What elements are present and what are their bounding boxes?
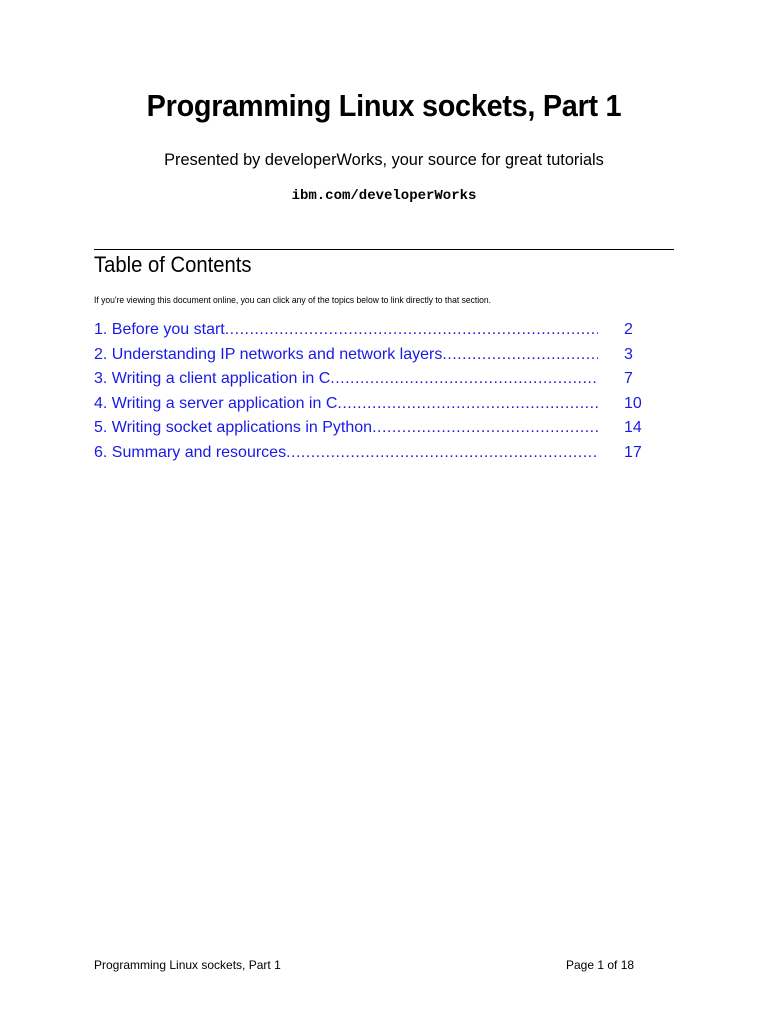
- toc-entry-label[interactable]: 4. Writing a server application in C: [94, 394, 338, 412]
- toc-entry-page[interactable]: 17: [624, 443, 642, 461]
- toc-entry-label[interactable]: 3. Writing a client application in C: [94, 370, 331, 387]
- toc-entry-label[interactable]: 6. Summary and resources: [94, 443, 287, 461]
- toc-entry-page[interactable]: 10: [624, 394, 642, 412]
- toc-dot-leader: [225, 321, 598, 339]
- toc-entry-python-socket-applications[interactable]: [94, 419, 646, 444]
- toc-entry-label[interactable]: 5. Writing socket applications in Python: [94, 419, 373, 436]
- toc-entry-before-you-start[interactable]: [94, 321, 646, 346]
- toc-list: [94, 321, 646, 468]
- toc-heading: Table of Contents: [94, 252, 252, 277]
- toc-dot-leader: [442, 346, 598, 364]
- toc-entry-understanding-ip-networks[interactable]: [94, 346, 646, 371]
- toc-entry-label[interactable]: 2. Understanding IP networks and network layers: [94, 345, 443, 363]
- toc-entry-label[interactable]: 1. Before you start: [94, 321, 225, 338]
- footer-page-number: Page 1 of 18: [566, 958, 635, 972]
- toc-entry-page[interactable]: 7: [624, 370, 633, 387]
- toc-entry-client-application[interactable]: [94, 370, 646, 395]
- toc-entry-page[interactable]: 14: [624, 419, 642, 436]
- section-divider: [94, 249, 674, 250]
- toc-dot-leader: [337, 395, 598, 413]
- footer-document-title: Programming Linux sockets, Part 1: [94, 958, 281, 972]
- document-subtitle: Presented by developerWorks, your source for great tutorials: [164, 150, 604, 169]
- toc-entry-page[interactable]: 2: [624, 321, 633, 338]
- site-address: ibm.com/developerWorks: [291, 188, 477, 204]
- toc-entry-server-application[interactable]: [94, 395, 646, 420]
- toc-dot-leader: [330, 370, 598, 388]
- toc-entry-page[interactable]: 3: [624, 345, 633, 363]
- toc-entry-summary-and-resources[interactable]: [94, 444, 646, 469]
- toc-dot-leader: [372, 419, 598, 437]
- toc-note: If you're viewing this document online, you can click any of the topics below to link directly to that section.: [94, 295, 492, 305]
- toc-dot-leader: [286, 444, 598, 462]
- document-title: Programming Linux sockets, Part 1: [146, 88, 622, 123]
